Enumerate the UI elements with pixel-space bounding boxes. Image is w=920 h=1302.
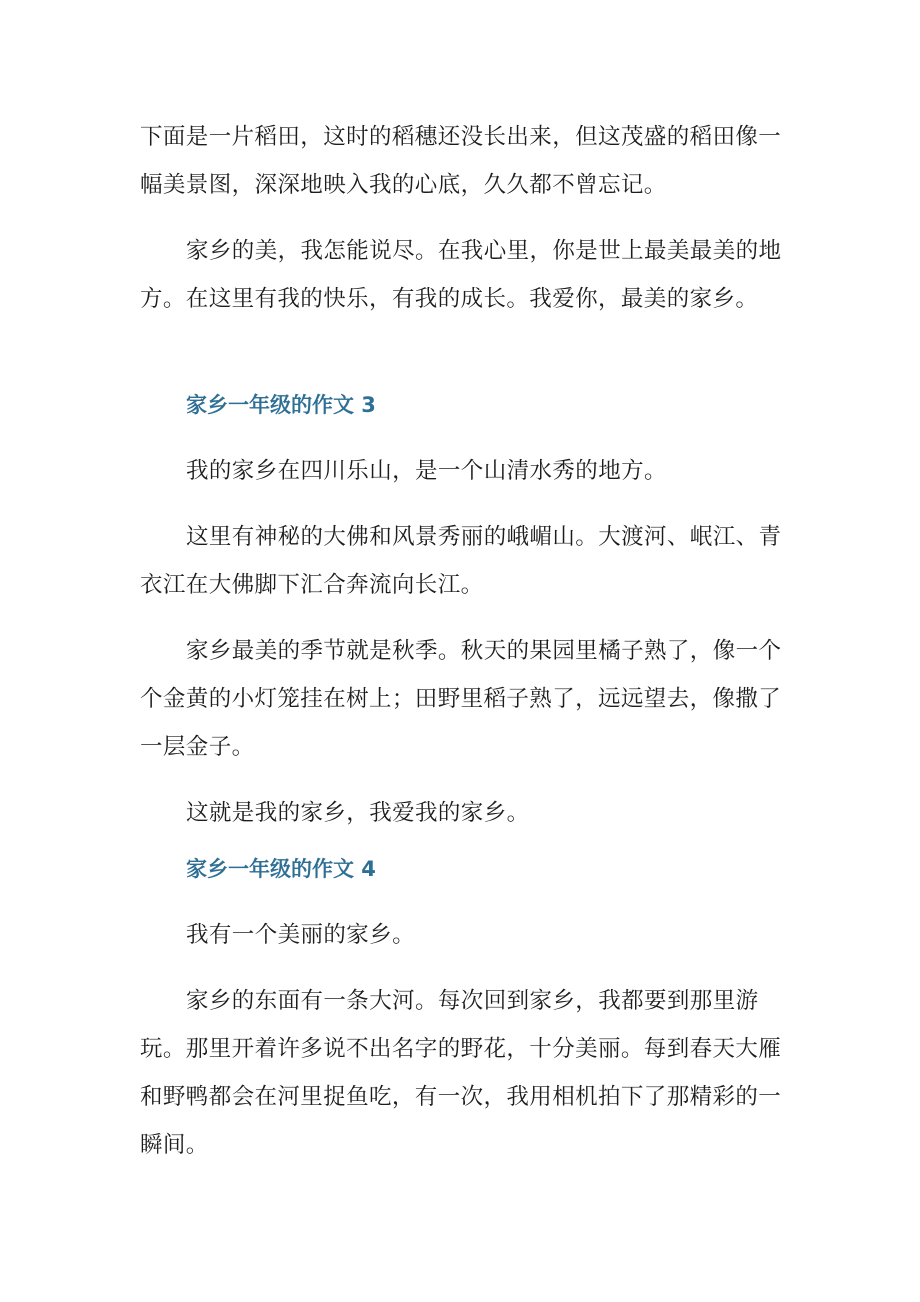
section-4-heading: 家乡一年级的作文 4 — [186, 857, 376, 881]
paragraph-rice-field: 下面是一片稻田，这时的稻穗还没长出来，但这茂盛的稻田像一幅美景图，深深地映入我的心底，久久都不曾忘记。 — [140, 124, 782, 198]
paragraph-autumn: 家乡最美的季节就是秋季。秋天的果园里橘子熟了，像一个个金黄的小灯笼挂在树上；田野里稻子熟了，远远望去，像撒了一层金子。 — [140, 638, 782, 760]
paragraph-hometown-beauty: 家乡的美，我怎能说尽。在我心里，你是世上最美最美的地方。在这里有我的快乐，有我的成长。我爱你，最美的家乡。 — [140, 238, 782, 312]
section-3-heading: 家乡一年级的作文 3 — [186, 393, 376, 417]
paragraph-giant-buddha: 这里有神秘的大佛和风景秀丽的峨嵋山。大渡河、岷江、青衣江在大佛脚下汇合奔流向长江。 — [140, 524, 782, 598]
document-body — [140, 113, 790, 1169]
paragraph-big-river: 家乡的东面有一条大河。每次回到家乡，我都要到那里游玩。那里开着许多说不出名字的野花，十分美丽。每到春天大雁和野鸭都会在河里捉鱼吃，有一次，我用相机拍下了那精彩的一瞬间。 — [140, 988, 782, 1158]
paragraph-love-hometown: 这就是我的家乡，我爱我的家乡。 — [186, 800, 530, 826]
paragraph-beautiful-hometown: 我有一个美丽的家乡。 — [186, 922, 416, 948]
paragraph-leshan: 我的家乡在四川乐山，是一个山清水秀的地方。 — [186, 458, 667, 484]
